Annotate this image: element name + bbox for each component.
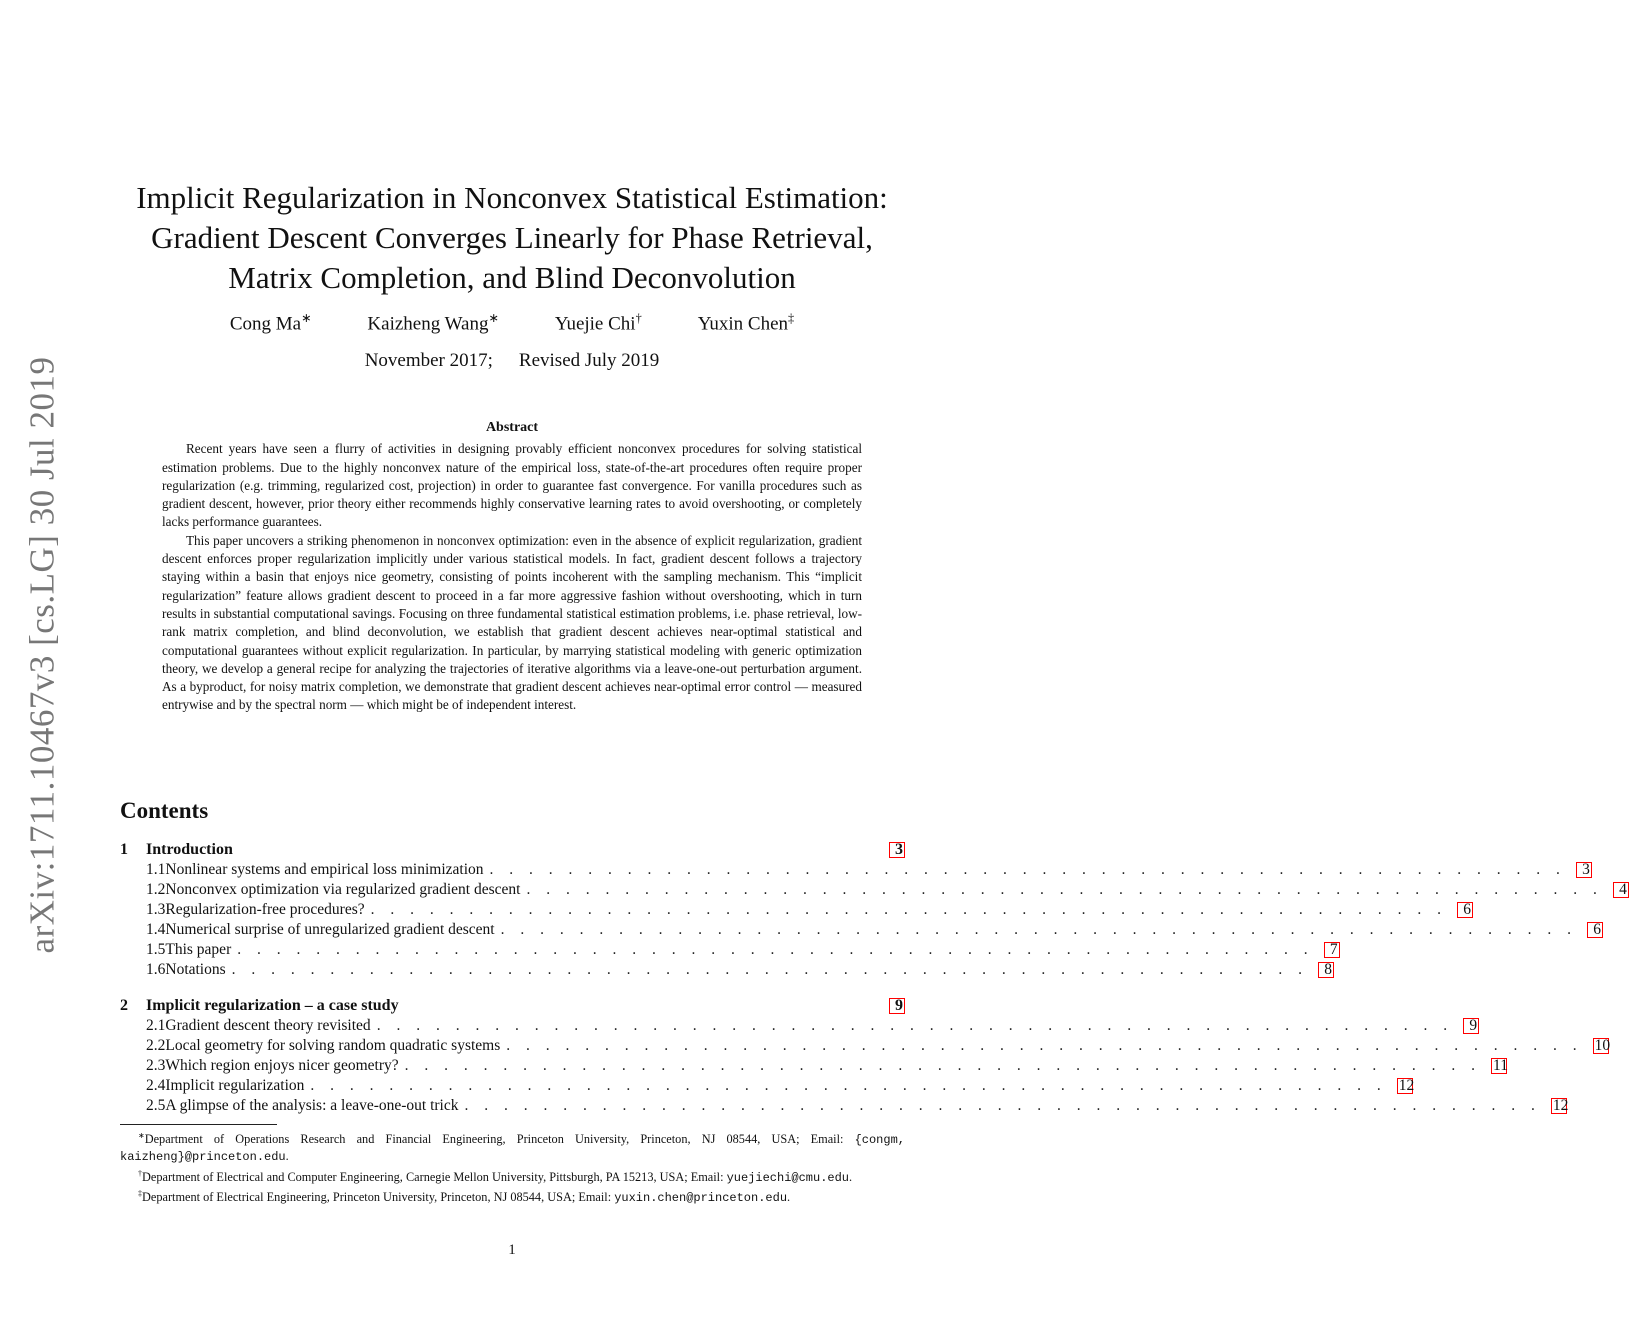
abstract-paragraph: Recent years have seen a flurry of activities in designing provably efficient nonconvex procedures for solving statistical estimation problems. Due to the highly nonconvex nature of the empirical loss, state-of-the-art procedures often require proper regularization (e.g. trimming, regularized cost, projection) in order to guarantee fast convergence. For vanilla procedures such as gradient descent, however, prior theory either recommends highly conservative learning rates to avoid overshooting, or completely lacks performance guarantees.: [162, 441, 862, 530]
toc-subsection[interactable]: [120, 881, 1627, 901]
page-link[interactable]: 4: [1613, 882, 1629, 898]
toc-section[interactable]: [120, 997, 905, 1017]
subsection-number: 1.1: [146, 861, 166, 878]
subsection-number: 1.4: [146, 921, 166, 938]
email-address[interactable]: yuejiechi@cmu.edu: [726, 1170, 849, 1185]
date-line: [120, 350, 904, 372]
footnotes: [120, 1128, 905, 1206]
subsection-title: Implicit regularization: [165, 1077, 305, 1094]
footnote: †Department of Electrical and Computer Engineering, Carnegie Mellon University, Pittsburgh, PA 15213, USA; Email: yuejiechi@cmu.edu.: [138, 1168, 853, 1185]
author-list: [120, 311, 904, 335]
abstract-heading: Abstract: [485, 420, 539, 435]
title-line: Matrix Completion, and Blind Deconvolution: [228, 260, 796, 295]
table-of-contents: [120, 798, 1627, 1117]
footnote: ∗Department of Operations Research and Financial Engineering, Princeton University, Princeton, NJ 08544, USA; Email: {congm, kaizheng}@princeton.edu.: [120, 1131, 905, 1165]
subsection-title: Nonconvex optimization via regularized gradient descent: [165, 881, 521, 898]
abstract: [162, 419, 862, 715]
dot-leader: . . . . . . . . . . . . . . . . . . . . . . . . . . . . . . . . . . . . . . . . . . . . . . . . . . . . . . .: [310, 1077, 1387, 1094]
page-link[interactable]: 8: [1318, 962, 1334, 978]
title-line: Gradient Descent Converges Linearly for Phase Retrieval,: [151, 220, 873, 255]
toc-subsection[interactable]: [120, 901, 1471, 921]
section-title: Introduction: [146, 841, 233, 858]
page-link[interactable]: 9: [1463, 1018, 1479, 1034]
contents-heading: Contents: [120, 798, 209, 823]
paper-title: [100, 178, 924, 298]
abstract-paragraph: This paper uncovers a striking phenomenon in nonconvex optimization: even in the absence of explicit regularization, gradient descent enforces proper regularization implicitly under various statistical models. In fact, gradient descent follows a trajectory staying within a basin that enjoys nice geometry, consisting of points incoherent with the sampling mechanism. This “implicit regularization” feature allows gradient descent to proceed in a far more aggressive fashion without overshooting, which in turn results in substantial computational savings. Focusing on three fundamental statistical estimation problems, i.e. phase retrieval, low-rank matrix completion, and blind deconvolution, we establish that gradient descent achieves near-optimal statistical and computational guarantees without explicit regularization. In particular, by marrying statistical modeling with generic optimization theory, we develop a general recipe for analyzing the trajectories of iterative algorithms via a leave-one-out perturbation argument. As a byproduct, for noisy matrix completion, we demonstrate that gradient descent achieves near-optimal error control — measured entrywise and by the spectral norm — which might be of independent interest.: [162, 532, 862, 713]
subsection-title: Local geometry for solving random quadratic systems: [165, 1037, 501, 1054]
subsection-title: Numerical surprise of unregularized gradient descent: [165, 921, 495, 938]
page-link[interactable]: 9: [889, 998, 905, 1014]
page-link[interactable]: 6: [1587, 922, 1603, 938]
section-number: 1: [120, 841, 128, 858]
toc-subsection[interactable]: [120, 941, 1338, 961]
subsection-number: 2.4: [146, 1077, 166, 1094]
subsection-number: 2.3: [146, 1057, 166, 1074]
toc-subsection[interactable]: [120, 961, 1333, 981]
dot-leader: . . . . . . . . . . . . . . . . . . . . . . . . . . . . . . . . . . . . . . . . . . . . . . . . . . . . . . .: [506, 1037, 1583, 1054]
toc-section[interactable]: [120, 841, 905, 861]
footnote: ‡Department of Electrical Engineering, Princeton University, Princeton, NJ 08544, USA; Email: yuxin.chen@princeton.edu.: [138, 1189, 791, 1206]
page-link[interactable]: 12: [1398, 1077, 1415, 1094]
page-link[interactable]: 3: [1576, 862, 1592, 878]
page-link[interactable]: 6: [1457, 902, 1473, 918]
subsection-title: Nonlinear systems and empirical loss minimization: [165, 861, 484, 878]
subsection-number: 2.1: [146, 1017, 166, 1034]
email-address[interactable]: yuxin.chen@princeton.edu: [614, 1191, 788, 1206]
page-link[interactable]: 7: [1324, 942, 1340, 958]
page-number: 1: [508, 1242, 516, 1258]
subsection-title: Regularization-free procedures?: [165, 901, 365, 918]
dot-leader: . . . . . . . . . . . . . . . . . . . . . . . . . . . . . . . . . . . . . . . . . . . . . . . . . . . . . . .: [370, 901, 1447, 918]
toc-subsection[interactable]: [120, 1097, 1569, 1117]
dot-leader: . . . . . . . . . . . . . . . . . . . . . . . . . . . . . . . . . . . . . . . . . . . . . . . . . . . . . . .: [500, 921, 1577, 938]
title-line: Implicit Regularization in Nonconvex Statistical Estimation:: [136, 180, 888, 215]
footnote-rule: [120, 1124, 277, 1125]
author: Yuejie Chi†: [554, 311, 642, 335]
arxiv-identifier: arXiv:1711.10467v3 [cs.LG] 30 Jul 2019: [23, 356, 62, 954]
section-number: 2: [120, 997, 128, 1014]
subsection-title: Which region enjoys nicer geometry?: [165, 1057, 399, 1074]
toc-subsection[interactable]: [120, 921, 1601, 941]
revised-date: Revised July 2019: [518, 350, 660, 371]
toc-subsection[interactable]: [120, 1017, 1478, 1037]
author: Cong Ma∗: [229, 311, 312, 335]
subsection-number: 1.5: [146, 941, 166, 958]
dot-leader: . . . . . . . . . . . . . . . . . . . . . . . . . . . . . . . . . . . . . . . . . . . . . . . . . . . . . . .: [231, 961, 1309, 978]
subsection-number: 1.6: [146, 961, 166, 978]
subsection-number: 1.2: [146, 881, 166, 898]
subsection-number: 2.2: [146, 1037, 166, 1054]
toc-subsection[interactable]: [120, 861, 1590, 881]
subsection-number: 2.5: [146, 1097, 166, 1114]
arxiv-sidebar: [18, 356, 68, 954]
subsection-title: A glimpse of the analysis: a leave-one-out trick: [165, 1097, 459, 1114]
page-link[interactable]: 10: [1594, 1037, 1611, 1054]
dot-leader: . . . . . . . . . . . . . . . . . . . . . . . . . . . . . . . . . . . . . . . . . . . . . . . . . . . . . . .: [526, 881, 1603, 898]
section-title: Implicit regularization – a case study: [146, 997, 399, 1014]
page-link[interactable]: 12: [1552, 1097, 1569, 1114]
page-link[interactable]: 11: [1493, 1057, 1508, 1074]
subsection-title: Gradient descent theory revisited: [165, 1017, 371, 1034]
subsection-title: Notations: [165, 961, 226, 978]
subsection-title: This paper: [165, 941, 232, 958]
dot-leader: . . . . . . . . . . . . . . . . . . . . . . . . . . . . . . . . . . . . . . . . . . . . . . . . . . . . . . .: [489, 861, 1566, 878]
author: Yuxin Chen‡: [697, 311, 795, 335]
toc-subsection[interactable]: [120, 1057, 1508, 1077]
dot-leader: . . . . . . . . . . . . . . . . . . . . . . . . . . . . . . . . . . . . . . . . . . . . . . . . . . . . . . .: [404, 1057, 1482, 1074]
original-date: November 2017;: [364, 350, 493, 371]
toc-subsection[interactable]: [120, 1037, 1611, 1057]
page-link[interactable]: 3: [889, 842, 905, 858]
author: Kaizheng Wang∗: [367, 311, 499, 335]
dot-leader: . . . . . . . . . . . . . . . . . . . . . . . . . . . . . . . . . . . . . . . . . . . . . . . . . . . . . . .: [237, 941, 1314, 958]
toc-subsection[interactable]: [120, 1077, 1415, 1097]
email-address[interactable]: {congm, kaizheng}@princeton.edu: [120, 1133, 905, 1165]
dot-leader: . . . . . . . . . . . . . . . . . . . . . . . . . . . . . . . . . . . . . . . . . . . . . . . . . . . . . . .: [464, 1097, 1541, 1114]
dot-leader: . . . . . . . . . . . . . . . . . . . . . . . . . . . . . . . . . . . . . . . . . . . . . . . . . . . . . . .: [376, 1017, 1454, 1034]
subsection-number: 1.3: [146, 901, 166, 918]
